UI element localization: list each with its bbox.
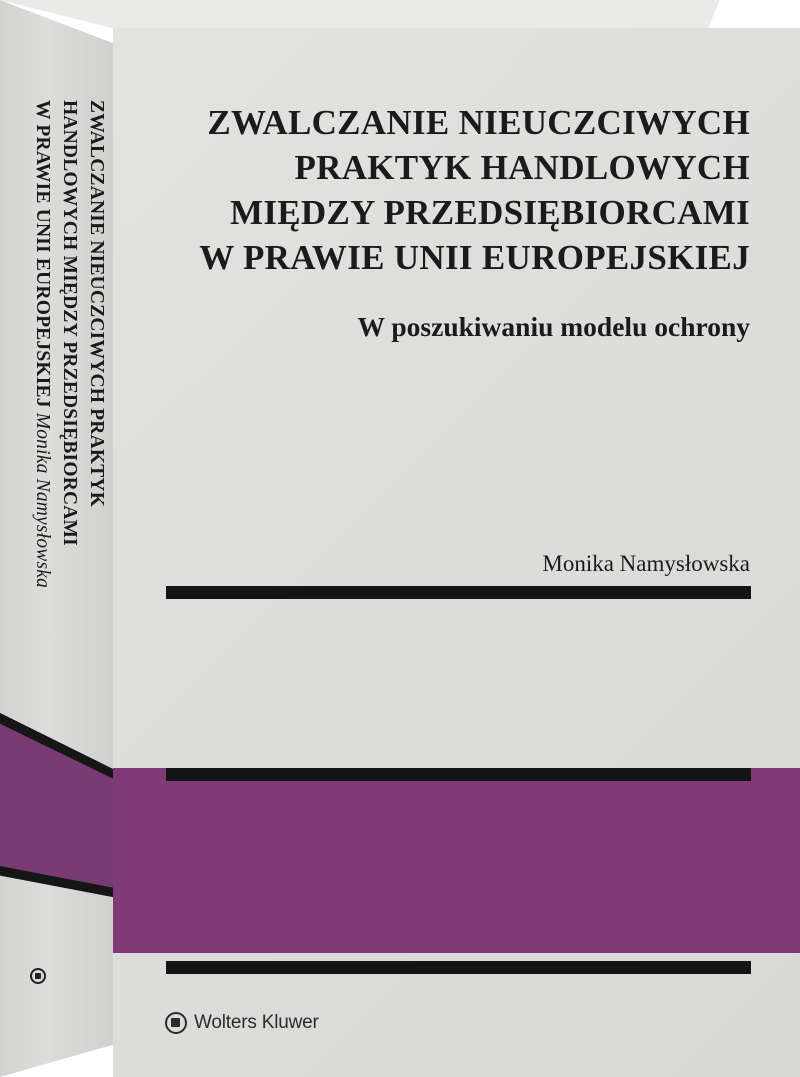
spine-author: Monika Namysłowska [32,412,53,589]
book-title-line: ZWALCZANIE NIEUCZCIWYCH [207,103,750,142]
front-cover [113,28,800,1077]
spine-text [10,100,110,670]
spine-title-line: ZWALCZANIE NIEUCZCIWYCH PRAKTYK [86,100,107,508]
divider-bar-top [166,586,751,599]
book-top-edge [0,0,800,28]
wolters-kluwer-logo-icon [165,1012,187,1034]
divider-bar-bottom [166,961,751,974]
book-title-line: MIĘDZY PRZEDSIĘBIORCAMI [230,193,750,232]
book-title-line: W PRAWIE UNII EUROPEJSKIEJ [199,238,750,277]
spine-publisher-logo-icon [30,968,46,984]
spine-title-line: W PRAWIE UNII EUROPEJSKIEJ [32,100,53,408]
book-title [130,100,750,280]
book-author: Monika Namysłowska [542,551,750,576]
publisher-name: Wolters Kluwer [194,1012,319,1033]
divider-bar-middle [166,768,751,781]
book-spine [0,0,113,1077]
purple-band [113,768,800,953]
book-subtitle: W poszukiwaniu modelu ochrony [357,311,750,342]
publisher-mark [165,1010,319,1036]
book-title-line: PRAKTYK HANDLOWYCH [294,148,750,187]
spine-title-line: HANDLOWYCH MIĘDZY PRZEDSIĘBIORCAMI [59,100,80,546]
